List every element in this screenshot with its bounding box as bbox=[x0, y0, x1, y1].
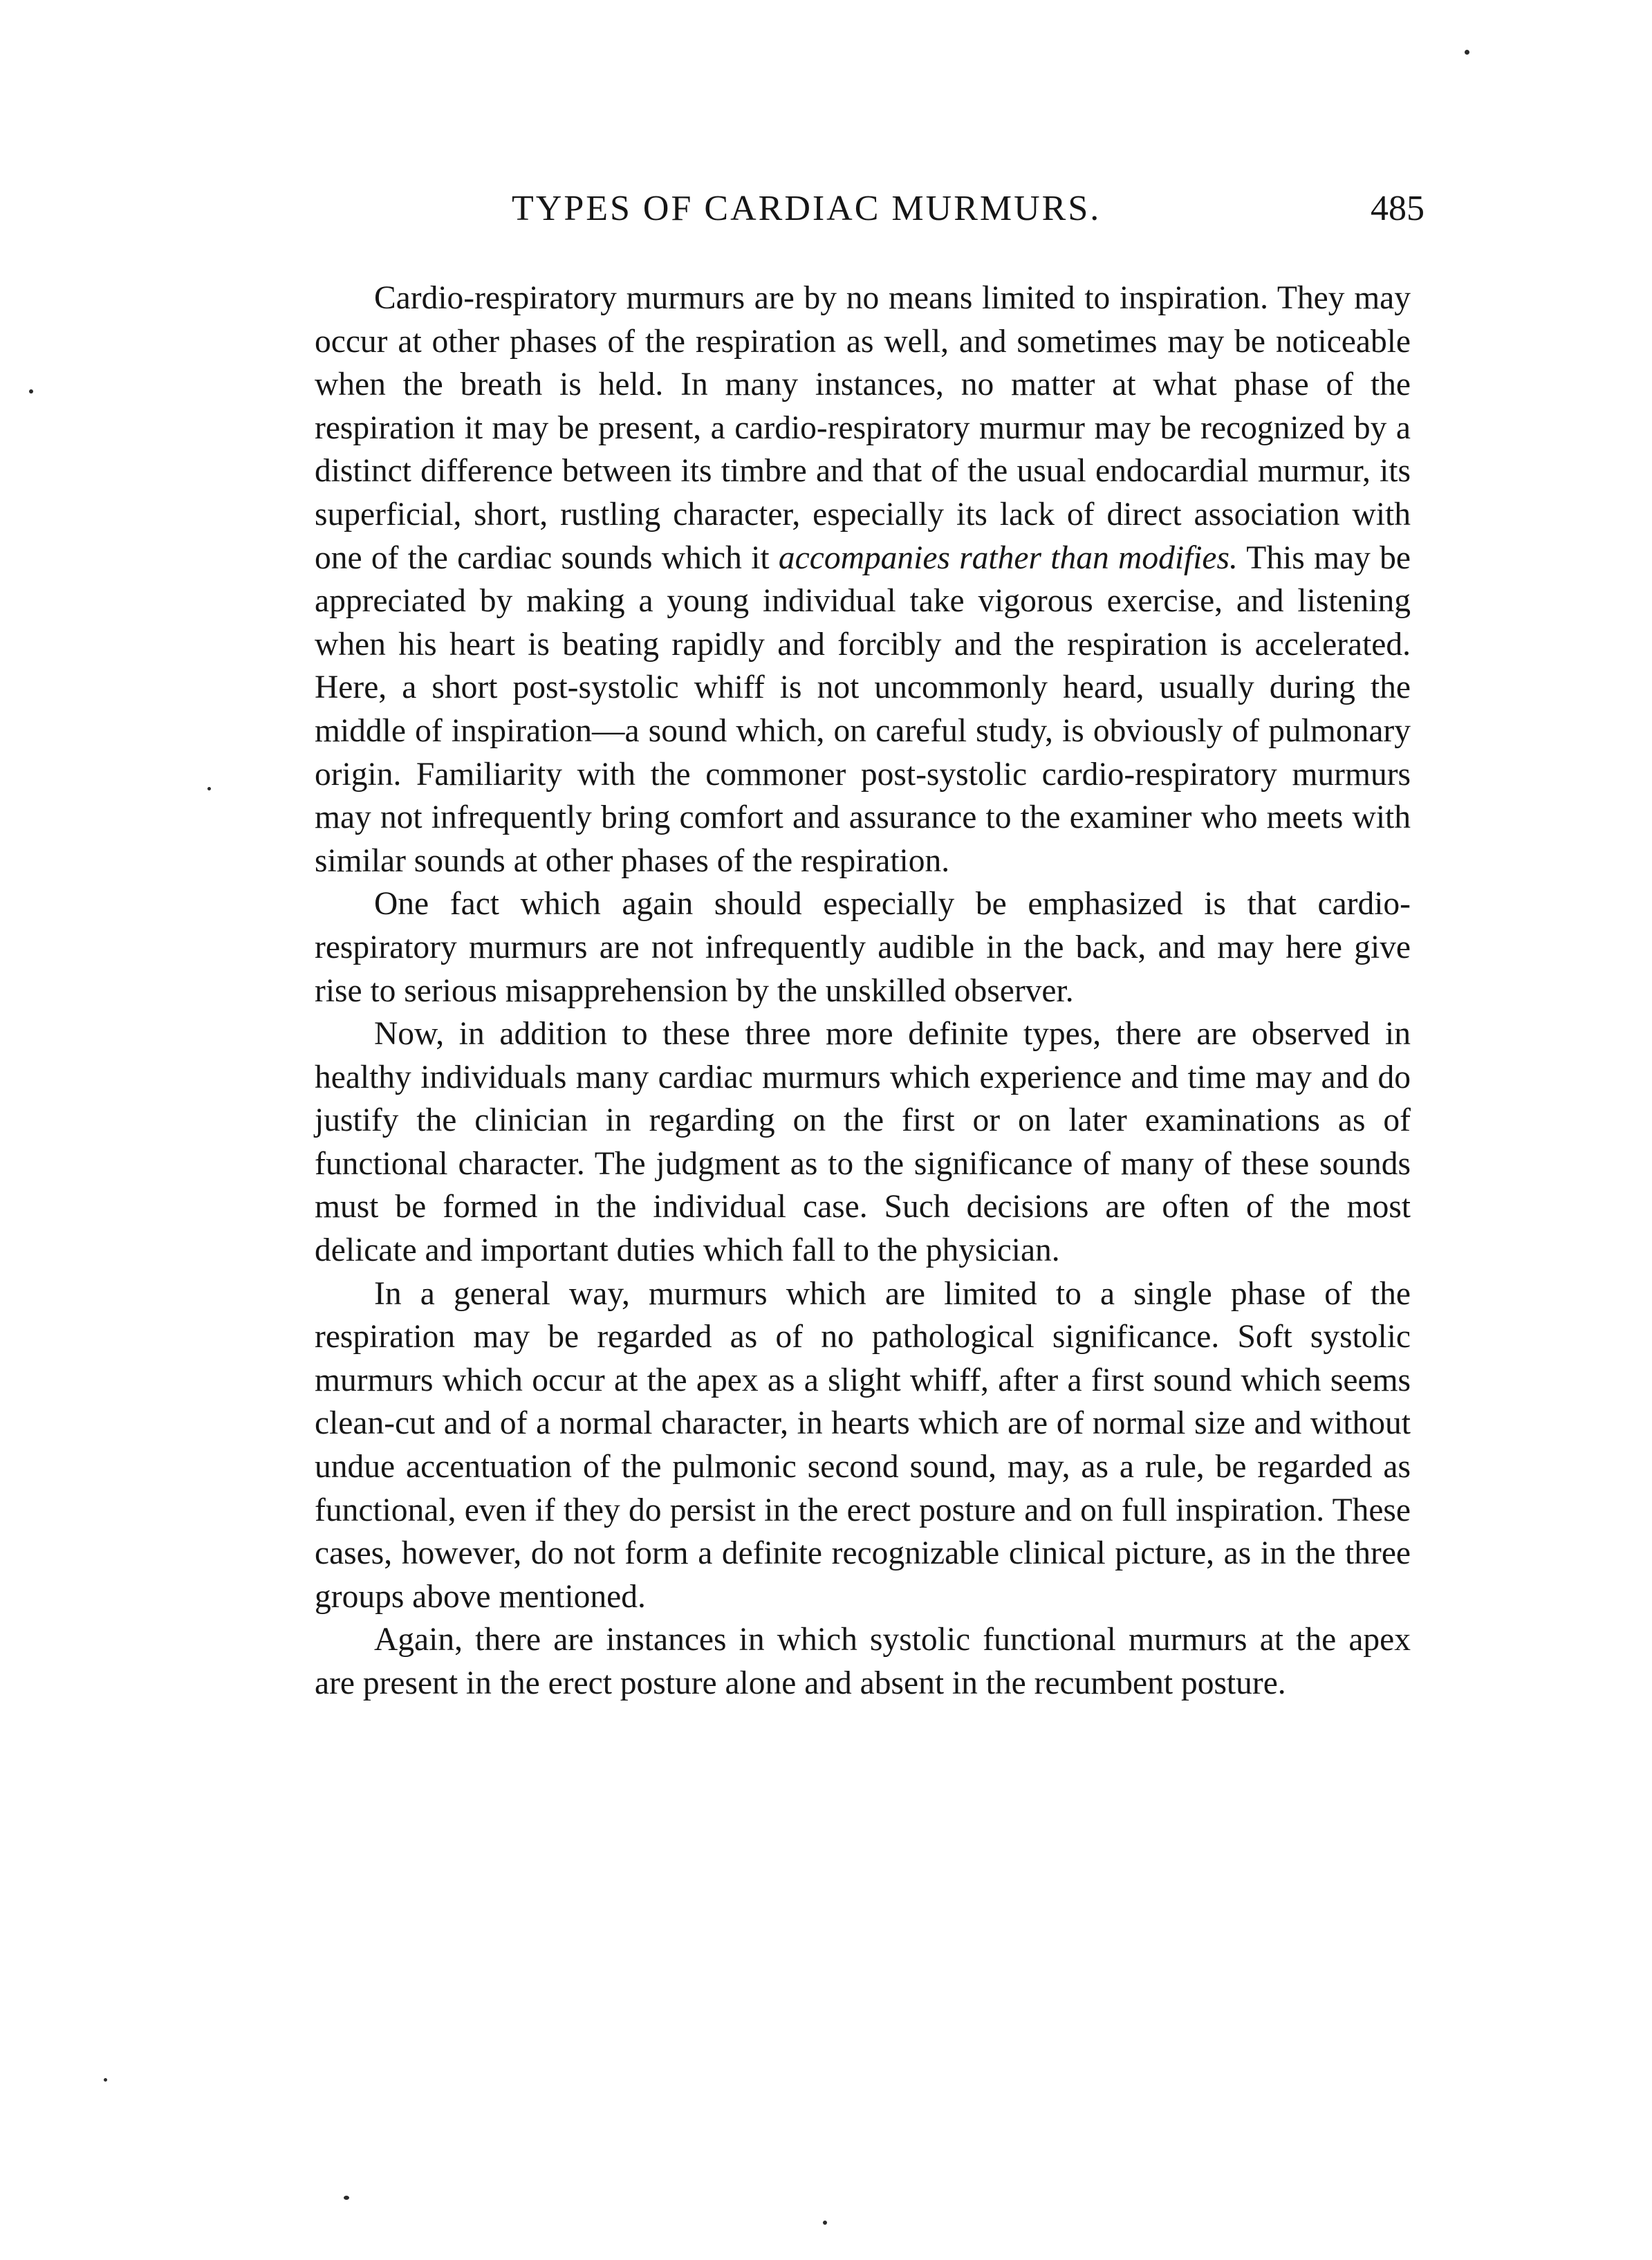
scan-speck bbox=[29, 389, 33, 393]
scan-speck bbox=[344, 2196, 349, 2200]
paragraph-5: Again, there are instances in which systolic functional murmurs at the apex are present in the erect posture alone and absent in the recumbent posture. bbox=[315, 1622, 1411, 1701]
paragraph-3: Now, in addition to these three more definite types, there are observed in healthy individuals many cardiac murmurs which experience and time may and do justify the clinician in regarding on the first or on later examinations as of functional character. The judgment as to the significance of many of these sounds must be formed in the individual case. Such decisions are often of the most delicate and important duties which fall to the physician. bbox=[315, 1016, 1411, 1269]
scan-speck bbox=[104, 2078, 107, 2082]
scan-speck bbox=[207, 787, 211, 790]
paragraph-1-italic-phrase: accompanies rather than modifies. bbox=[778, 539, 1238, 576]
scan-speck bbox=[1465, 50, 1469, 55]
page-number: 485 bbox=[1371, 189, 1424, 228]
running-title: TYPES OF CARDIAC MURMURS. bbox=[512, 189, 1102, 228]
page-header bbox=[512, 188, 1424, 243]
paragraph-2: One fact which again should especially be emphasized is that cardio-respiratory murmurs are not infrequently audible in the back, and may here give rise to serious misapprehension by the unskilled observer. bbox=[315, 886, 1411, 1009]
paragraph-1 bbox=[315, 277, 1411, 882]
scan-speck bbox=[823, 2221, 827, 2225]
body-text bbox=[315, 277, 1411, 1705]
paragraph-1-text-b: This may be appreciated by making a young individual take vigorous exercise, and listening when his heart is beating rapidly and forcibly and the respiration is accelerated. Here, a short post-systolic whiff is not uncommonly heard, usually during the middle of inspiration—a sound which, on careful study, is obviously of pulmonary origin. Familiarity with the commoner post-systolic cardio-respiratory murmurs may not infrequently bring comfort and assurance to the examiner who meets with similar sounds at other phases of the respiration. bbox=[315, 539, 1411, 879]
paragraph-1-text-a: Cardio-respiratory murmurs are by no means limited to inspiration. They may occur at other phases of the respiration as well, and sometimes may be noticeable when the breath is held. In many instances, no matter at what phase of the respiration it may be present, a cardio-respiratory murmur may be recognized by a distinct difference between its timbre and that of the usual endocardial murmur, its superficial, short, rustling character, especially its lack of direct association with one of the cardiac sounds which it bbox=[315, 280, 1411, 576]
paragraph-4: In a general way, murmurs which are limited to a single phase of the respiration may be regarded as of no pathological significance. Soft systolic murmurs which occur at the apex as a slight whiff, after a first sound which seems clean-cut and of a normal character, in hearts which are of normal size and without undue accentuation of the pulmonic second sound, may, as a rule, be regarded as functional, even if they do persist in the erect posture and on full inspiration. These cases, however, do not form a definite recognizable clinical picture, as in the three groups above mentioned. bbox=[315, 1275, 1411, 1615]
